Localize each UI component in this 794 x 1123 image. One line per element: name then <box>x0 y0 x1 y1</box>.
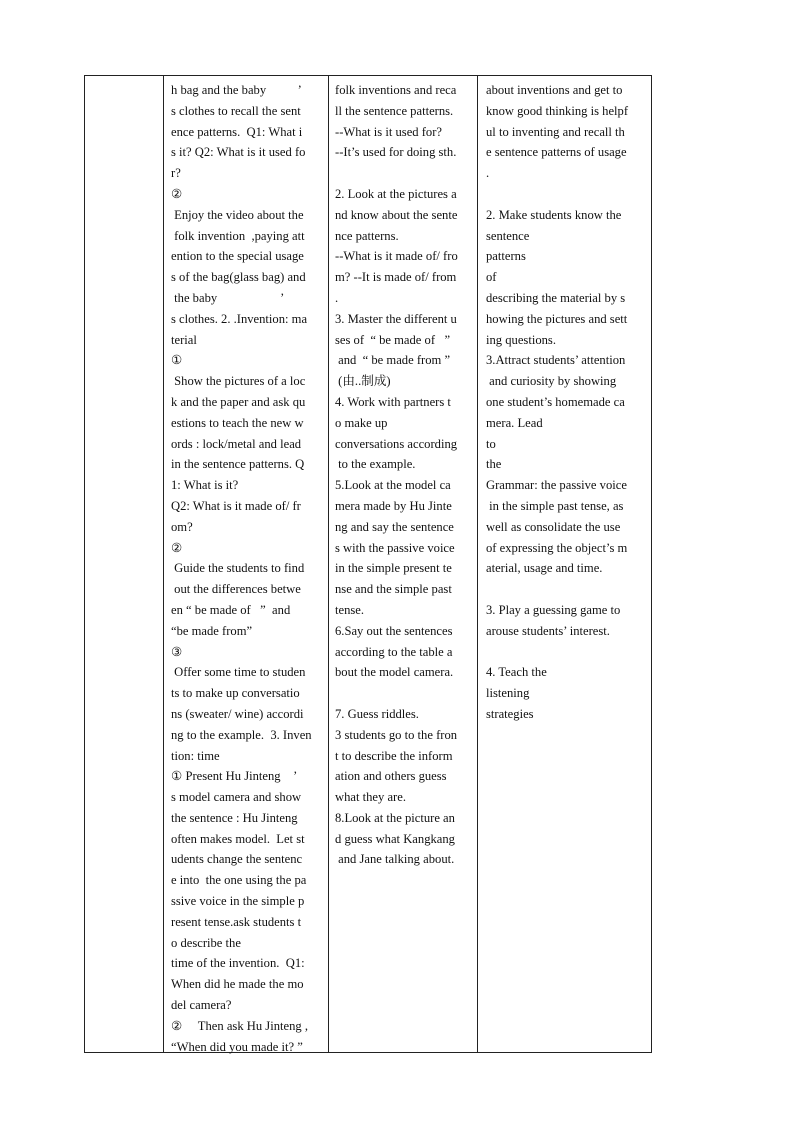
text-line: s clothes. 2. .Invention: ma <box>171 311 308 326</box>
text-line <box>335 683 475 704</box>
text-line: and curiosity by showing <box>486 374 617 389</box>
text-line: “When did you made it? ” <box>171 1039 303 1054</box>
text-line: about inventions and get to <box>486 83 623 97</box>
text-line: aterial, usage and time. <box>486 561 603 576</box>
text-line: s it? Q2: What is it used fo <box>171 145 306 160</box>
text-line: time of the invention. Q1: <box>171 956 305 971</box>
text-line: howing the pictures and sett <box>486 311 628 326</box>
text-line: ② Then ask Hu Jinteng , <box>171 1018 308 1033</box>
student-activities-column <box>335 80 475 870</box>
text-line: Offer some time to studen <box>171 665 306 680</box>
text-line: del camera? <box>171 998 232 1013</box>
text-line: 8.Look at the picture an <box>335 810 455 825</box>
text-line: --What is it made of/ fro <box>335 249 458 264</box>
text-line: 3 students go to the fron <box>335 727 458 742</box>
text-line: estions to teach the new w <box>171 415 304 430</box>
text-line: ssive voice in the simple p <box>171 894 305 909</box>
text-line: 7. Guess riddles. <box>335 706 419 721</box>
text-line <box>486 184 650 205</box>
text-line: tense. <box>335 602 365 617</box>
text-line: ses of “ be made of ” <box>335 332 451 347</box>
text-line: s of the bag(glass bag) and <box>171 270 306 285</box>
text-line: --It’s used for doing sth. <box>335 145 457 160</box>
text-line: tion: time <box>171 748 220 763</box>
text-line: ation and others guess <box>335 769 447 784</box>
text-line: terial <box>171 332 197 347</box>
text-line: 4. Teach the <box>486 665 547 680</box>
text-line: . <box>486 166 490 181</box>
text-line: nse and the simple past <box>335 582 452 597</box>
text-line: 4. Work with partners t <box>335 394 451 409</box>
text-line: (由..制成) <box>335 374 391 389</box>
text-line: nd know about the sente <box>335 207 458 222</box>
text-line: d guess what Kangkang <box>335 831 455 846</box>
text-line: 6.Say out the sentences <box>335 623 453 638</box>
text-line: to <box>486 436 496 451</box>
text-line: conversations according <box>335 436 458 451</box>
text-line: en “ be made of ” and <box>171 602 291 617</box>
text-line: s model camera and show <box>171 790 302 805</box>
text-line: often makes model. Let st <box>171 831 305 846</box>
text-line: in the sentence patterns. Q <box>171 457 305 472</box>
text-line: Show the pictures of a loc <box>171 374 306 389</box>
text-line: folk inventions and reca <box>335 83 457 97</box>
text-line: to the example. <box>335 457 416 472</box>
text-line: s clothes to recall the sent <box>171 103 301 118</box>
text-line: m? --It is made of/ from <box>335 270 457 285</box>
text-line: ll the sentence patterns. <box>335 103 454 118</box>
text-line: the baby ’ <box>171 290 285 305</box>
text-line: Grammar: the passive voice <box>486 478 627 493</box>
text-line: . <box>335 290 339 305</box>
text-line: ts to make up conversatio <box>171 686 300 701</box>
text-line: bout the model camera. <box>335 665 454 680</box>
text-line: in the simple present te <box>335 561 452 576</box>
text-line: ul to inventing and recall th <box>486 124 625 139</box>
text-line: ng and say the sentence <box>335 519 454 534</box>
text-line: arouse students’ interest. <box>486 623 610 638</box>
text-line: t to describe the inform <box>335 748 453 763</box>
text-line: the sentence : Hu Jinteng <box>171 810 298 825</box>
text-line: out the differences betwe <box>171 582 301 597</box>
text-line: patterns <box>486 249 526 264</box>
text-line: ords : lock/metal and lead <box>171 436 302 451</box>
text-line: according to the table a <box>335 644 453 659</box>
text-line: ing questions. <box>486 332 556 347</box>
text-line: 5.Look at the model ca <box>335 478 451 493</box>
text-line: of <box>486 270 497 285</box>
text-line: Enjoy the video about the <box>171 207 304 222</box>
text-line: ence patterns. Q1: What i <box>171 124 303 139</box>
text-line: and “ be made from ” <box>335 353 451 368</box>
text-line: well as consolidate the use <box>486 519 621 534</box>
text-line: ng to the example. 3. Inven <box>171 727 312 742</box>
text-line: s with the passive voice <box>335 540 455 555</box>
text-line <box>486 642 650 663</box>
text-line: “be made from” <box>171 623 253 638</box>
text-line: what they are. <box>335 790 406 805</box>
text-line: Guide the students to find <box>171 561 305 576</box>
text-line: know good thinking is helpf <box>486 103 629 118</box>
text-line: e sentence patterns of usage <box>486 145 627 160</box>
text-line: ② <box>171 540 183 555</box>
column-divider-2 <box>328 76 329 1052</box>
lesson-plan-table <box>84 75 652 1053</box>
text-line: r? <box>171 166 181 181</box>
text-line: ns (sweater/ wine) accordi <box>171 706 304 721</box>
text-line: 2. Look at the pictures a <box>335 186 457 201</box>
text-line: om? <box>171 519 193 534</box>
text-line: 3.Attract students’ attention <box>486 353 626 368</box>
text-line: sentence <box>486 228 530 243</box>
text-line: one student’s homemade ca <box>486 394 625 409</box>
text-line: folk invention ,paying att <box>171 228 305 243</box>
text-line: the <box>486 457 502 472</box>
text-line: strategies <box>486 706 534 721</box>
text-line: 2. Make students know the <box>486 207 622 222</box>
teacher-activities-column <box>171 80 325 1057</box>
text-line: listening <box>486 686 530 701</box>
column-divider-1 <box>163 76 164 1052</box>
text-line: o describe the <box>171 935 241 950</box>
text-line: and Jane talking about. <box>335 852 455 867</box>
text-line: o make up <box>335 415 388 430</box>
text-line: mera made by Hu Jinte <box>335 498 452 513</box>
text-line: mera. Lead <box>486 415 543 430</box>
text-line: ① Present Hu Jinteng ’ <box>171 769 298 784</box>
design-purpose-column <box>486 80 650 725</box>
text-line: k and the paper and ask qu <box>171 394 306 409</box>
column-divider-3 <box>477 76 478 1052</box>
text-line: ② <box>171 186 183 201</box>
text-line: 1: What is it? <box>171 478 239 493</box>
text-line: of expressing the object’s m <box>486 540 628 555</box>
text-line: Q2: What is it made of/ fr <box>171 498 301 513</box>
text-line: e into the one using the pa <box>171 873 307 888</box>
text-line <box>486 579 650 600</box>
text-line: h bag and the baby ’ <box>171 83 302 97</box>
text-line: resent tense.ask students t <box>171 914 302 929</box>
text-line: When did he made the mo <box>171 977 304 992</box>
text-line: ① <box>171 353 183 368</box>
text-line: --What is it used for? <box>335 124 443 139</box>
text-line: describing the material by s <box>486 290 626 305</box>
text-line: udents change the sentenc <box>171 852 303 867</box>
text-line: nce patterns. <box>335 228 399 243</box>
text-line: 3. Master the different u <box>335 311 457 326</box>
text-line: in the simple past tense, as <box>486 498 624 513</box>
text-line: 3. Play a guessing game to <box>486 602 621 617</box>
text-line: ③ <box>171 644 183 659</box>
text-line: ention to the special usage <box>171 249 304 264</box>
text-line <box>335 163 475 184</box>
